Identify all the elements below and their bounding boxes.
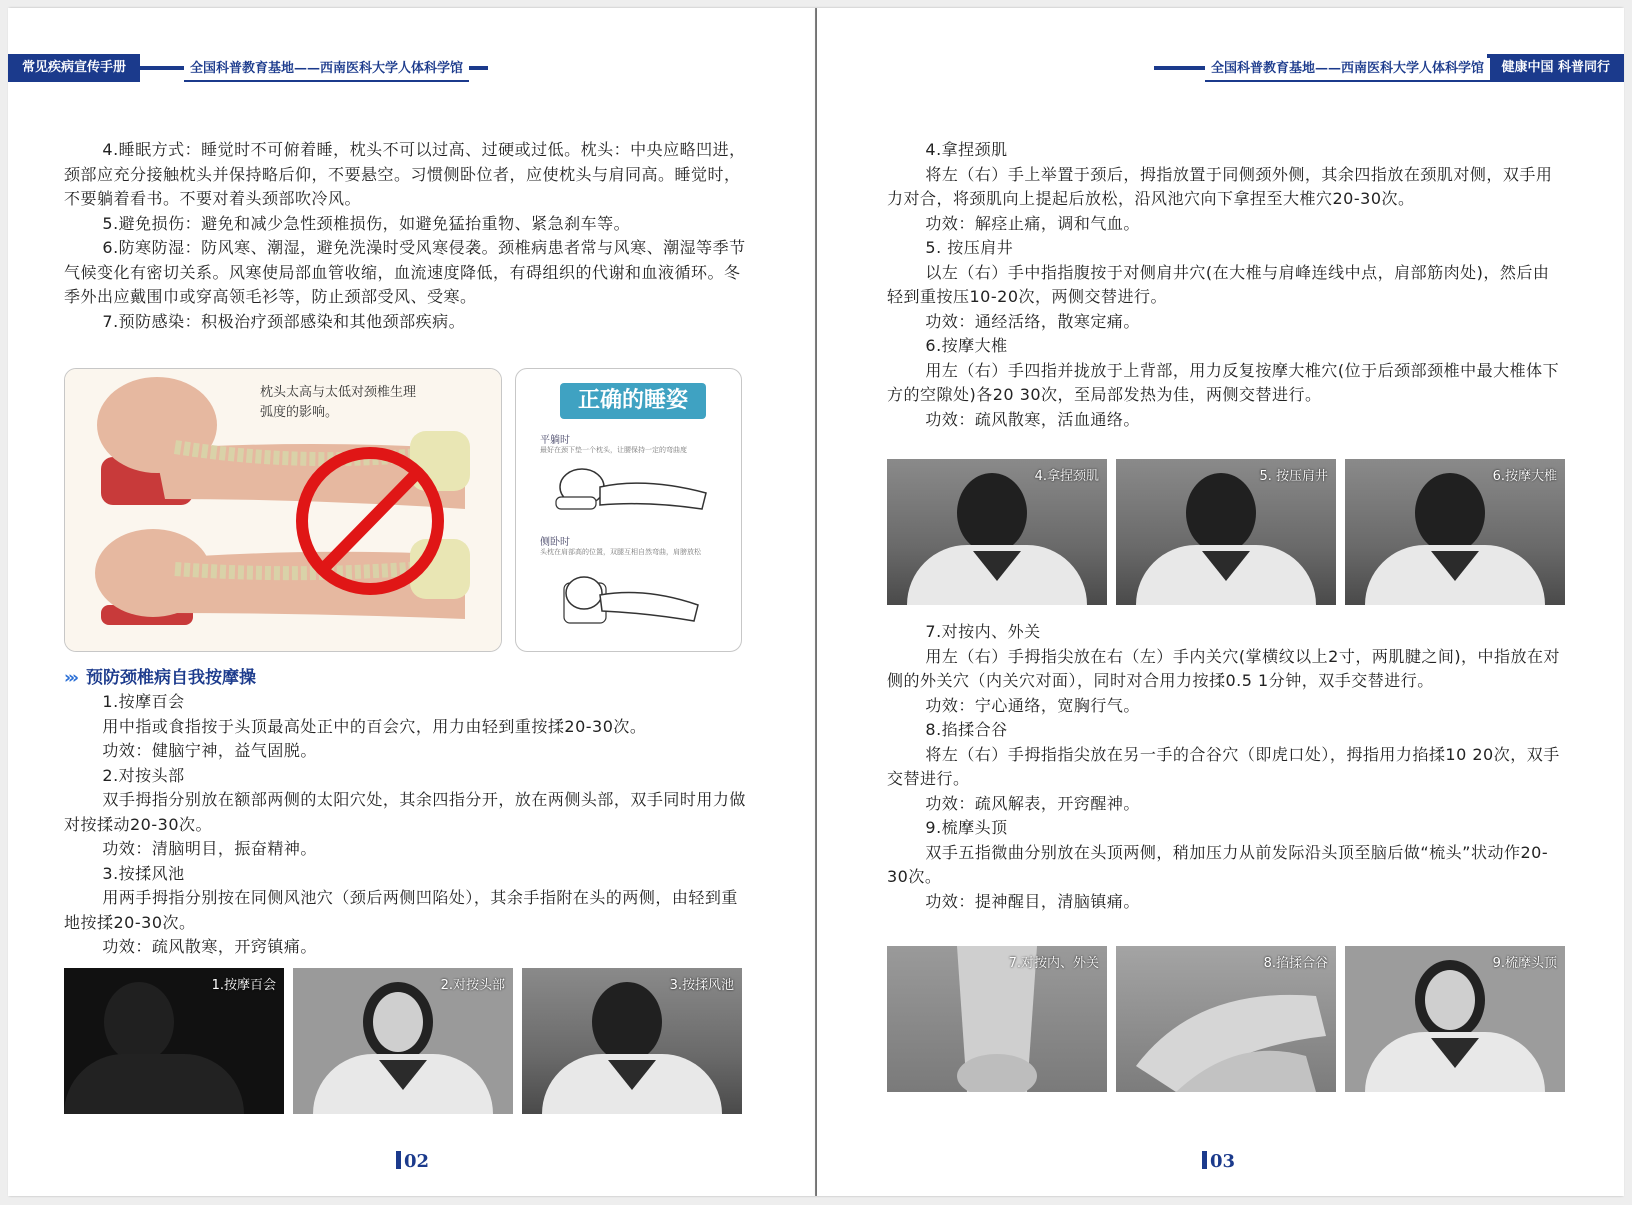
paragraph: 5.避免损伤：避免和减少急性颈椎损伤，如避免猛抬重物、紧急刹车等。 (102, 213, 631, 233)
step-desc: 用中指或食指按于头顶最高处正中的百会穴，用力由轻到重按揉20-30次。 (102, 716, 647, 736)
step-desc: 将左（右）手上举置于颈后，拇指放置于同侧颈外侧，其余四指放在颈肌对侧，双手用力对合，将颈肌向上提起后放松，沿风池穴向下拿捏至大椎穴20-30次。 (887, 164, 1553, 208)
photo-massage-8 (1116, 946, 1336, 1092)
photo-massage-4 (887, 459, 1107, 605)
pose-desc-side: 头枕在肩部高的位置，双腿互相自然弯曲，肩膀放松 (540, 548, 701, 556)
photo-massage-5 (1116, 459, 1336, 605)
step-effect: 功效：疏风散寒，活血通络。 (925, 409, 1140, 429)
page-number (1202, 1151, 1235, 1172)
pillow-height-illustration (64, 368, 502, 652)
note-line-1: 枕头太高与太低对颈椎生理 (260, 385, 417, 400)
step-effect: 功效：宁心通络，宽胸行气。 (925, 695, 1140, 715)
prevention-text (64, 138, 754, 334)
photo-caption: 1.按摩百会 (211, 978, 276, 993)
photo-head (363, 982, 433, 1062)
photo-head (1415, 960, 1485, 1040)
step-title: 9.梳摩头顶 (925, 818, 1008, 837)
step-effect: 功效：提神醒目，清脑镇痛。 (925, 891, 1140, 911)
left-page (8, 8, 815, 1196)
header-subtitle: 全国科普教育基地——西南医科大学人体科学馆 (1205, 58, 1490, 82)
step-title: 6.按摩大椎 (925, 336, 1008, 355)
right-page (817, 8, 1624, 1196)
step-title: 3.按揉风池 (102, 863, 185, 883)
step-desc: 用左（右）手拇指尖放在右（左）手内关穴(掌横纹以上2寸，两肌腱之间)，中指放在对侧的外关穴（内关穴对面），同时对合用力按揉0.5 1分钟，双手交替进行。 (887, 646, 1561, 690)
step-desc: 用两手拇指分别按在同侧风池穴（颈后两侧凹陷处），其余手指附在头的两侧，由轻到重地按揉20-30次。 (64, 888, 738, 932)
photo-massage-7 (887, 946, 1107, 1092)
page-number-text: 03 (1210, 1151, 1236, 1172)
photo-head (957, 473, 1027, 553)
correct-sleep-pose-illustration (515, 368, 742, 652)
header-tag: 健康中国 科普同行 (1487, 54, 1624, 82)
step-effect: 功效：解痉止痛，调和气血。 (925, 213, 1140, 233)
step-title: 8.掐揉合谷 (925, 720, 1008, 739)
photo-head (104, 982, 174, 1062)
page-number-bar (396, 1151, 401, 1169)
photo-caption: 4.拿捏颈肌 (1034, 469, 1099, 484)
step-desc: 以左（右）手中指指腹按于对侧肩井穴(在大椎与肩峰连线中点，肩部筋肉处)，然后由轻到重按压10-20次，两侧交替进行。 (887, 262, 1550, 306)
photo-caption: 5. 按压肩井 (1259, 469, 1328, 484)
step-title: 1.按摩百会 (102, 692, 185, 711)
step-effect: 功效：清脑明目，振奋精神。 (102, 839, 317, 858)
header-subtitle: 全国科普教育基地——西南医科大学人体科学馆 (184, 58, 469, 82)
photo-caption: 3.按揉风池 (669, 978, 734, 993)
step-title: 5. 按压肩井 (925, 238, 1014, 257)
step-desc: 双手拇指分别放在额部两侧的太阳穴处，其余四指分开，放在两侧头部，双手同时用力做对按揉动20-30次。 (64, 790, 746, 834)
header-tag: 常见疾病宣传手册 (8, 54, 140, 82)
chevron-arrows-icon: ››› (64, 668, 77, 688)
section-title (64, 663, 256, 688)
photo-caption: 8.掐揉合谷 (1263, 956, 1328, 971)
left-header (8, 54, 815, 82)
photo-head (592, 982, 662, 1062)
illustration-note (260, 383, 416, 423)
massage-steps-1-3 (64, 690, 754, 960)
page-number-text: 02 (404, 1151, 430, 1172)
pose-title: 正确的睡姿 (560, 383, 706, 419)
photo-massage-6 (1345, 459, 1565, 605)
massage-steps-7-9 (887, 620, 1565, 914)
photo-caption: 9.梳摩头顶 (1492, 956, 1557, 971)
paragraph: 6.防寒防湿：防风寒、潮湿，避免洗澡时受风寒侵袭。颈椎病患者常与风寒、潮湿等季节气候变化有密切关系。风寒使局部血管收缩，血流速度降低，有碍组织的代谢和血液循环。冬季外出应戴围巾或穿高领毛衫等，防止颈部受风、受寒。 (64, 238, 746, 306)
step-desc: 双手五指微曲分别放在头顶两侧，稍加压力从前发际沿头顶至脑后做“梳头”状动作20-30次。 (887, 842, 1549, 886)
photo-caption: 2.对按头部 (440, 978, 505, 993)
step-title: 2.对按头部 (102, 765, 185, 785)
page-number-bar (1202, 1151, 1207, 1169)
pose-desc-supine: 最好在颈下垫一个枕头，让腰保持一定的弯曲度 (540, 446, 687, 454)
photo-head (1415, 473, 1485, 553)
note-line-2: 弧度的影响。 (260, 405, 339, 420)
step-effect: 功效：健脑宁神，益气固脱。 (102, 741, 317, 760)
page-number (396, 1151, 429, 1172)
photo-massage-9 (1345, 946, 1565, 1092)
step-title: 4.拿捏颈肌 (925, 140, 1008, 159)
pose-label-side: 侧卧时 (540, 537, 570, 548)
step-desc: 用左（右）手四指并拢放于上背部，用力反复按摩大椎穴(位于后颈部颈椎中最大椎体下方的空隙处)各20 30次，至局部发热为佳，两侧交替进行。 (887, 360, 1560, 404)
sleep-pose-drawings (516, 369, 742, 652)
right-header (817, 54, 1624, 82)
photo-body (64, 1054, 244, 1114)
step-effect: 功效：疏风解表，开窍醒神。 (925, 793, 1140, 813)
photo-caption: 6.按摩大椎 (1492, 469, 1557, 484)
photo-head (1186, 473, 1256, 553)
pose-label-supine: 平躺时 (540, 435, 570, 446)
paragraph: 4.睡眠方式：睡觉时不可俯着睡，枕头不可以过高、过硬或过低。枕头：中央应略凹进，颈部应充分接触枕头并保持略后仰，不要悬空。习惯侧卧位者，应使枕头与肩同高。睡觉时，不要躺着看书。不要对着头颈部吹冷风。 (64, 140, 746, 208)
step-effect: 功效：疏风散寒，开窍镇痛。 (102, 937, 317, 956)
section-title-text: 预防颈椎病自我按摩操 (85, 668, 256, 688)
photo-massage-2 (293, 968, 513, 1114)
photo-massage-1 (64, 968, 284, 1114)
photo-caption: 7.对按内、外关 (1008, 956, 1099, 971)
step-title: 7.对按内、外关 (925, 622, 1041, 641)
massage-steps-4-6 (887, 138, 1565, 432)
photo-massage-3 (522, 968, 742, 1114)
step-desc: 将左（右）手拇指指尖放在另一手的合谷穴（即虎口处），拇指用力掐揉10 20次，双手交替进行。 (887, 744, 1560, 788)
paragraph: 7.预防感染：积极治疗颈部感染和其他颈部疾病。 (102, 311, 466, 331)
step-effect: 功效：通经活络，散寒定痛。 (925, 311, 1140, 331)
